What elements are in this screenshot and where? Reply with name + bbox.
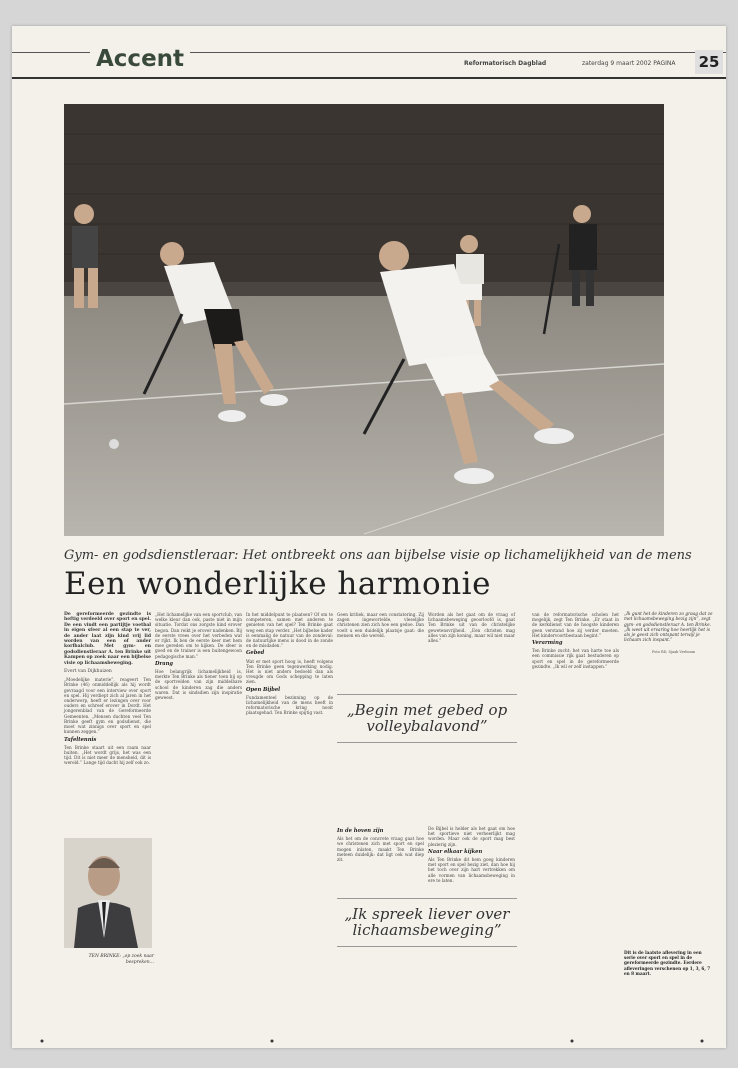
article-byline: Evert van Dijkhuizen [64, 669, 112, 675]
article-kicker: Gym- en godsdienstleraar: Het ontbreekt ons aan bijbelse visie op lichamelijkheid van de mens [64, 548, 692, 563]
column-5-text-b: De Bijbel is helder als het gaat om hoe het sportieve niet verheerlijkt mag worden. Maar ook de sport mag best plezierig zijn. [428, 826, 515, 847]
column-2 [155, 612, 242, 703]
column-3-text-c: Fundamenteel bezinning op de lichamelijkheid van de mens heeft in reformatorische kring nooit plaatsgehad. Ten Brinke spijtig vast. [246, 694, 333, 716]
portrait-illustration [64, 838, 152, 948]
column-6 [532, 612, 619, 672]
column-4-lower [337, 826, 424, 865]
column-3-text: In het middelpunt te plaatsen? Of om te competeren, samen met anderen te genieten van het spel? Ten Brinke gaat weg een stap verder. „Het bijbelse kader is eenmalig de natuur van de zondeval: de natuurlijke mens is dood in de zonde en de misdaden.” [246, 612, 333, 649]
main-photo [64, 104, 664, 536]
caption-name: TEN BRINKE: [88, 954, 121, 959]
article-lead: De gereformeerde gezindte is heftig verdeeld over sport en spel. De een vindt een partijtje voetbal in eigen sfeer al een stap te ver, de ander laat zijn kind vrij lid worden van een of ander korfbalclub. Met gym- en godsdienstleraar A. ten Brinke uit Kampen op zoek naar een bijbelse visie op lichaamsbeweging. [64, 612, 151, 666]
column-4-text: Geen kritiek, maar een constatering. Zij zagen ingewortelde, vleselijke christenen zien zich hoe een gedoe. Dan voelt u een duidelijk plaatsje gaat: die mensen en die wereld. [337, 612, 424, 638]
column-2-text-b: Hoe belangrijk lichamelijkheid is, merkte Ten Brinke als tiener toen hij op de sportvelden van zijn middelbare school de kinderen zag die anders waren. Dat is sindsdien zijn inspiratie geweest. [155, 669, 242, 701]
series-note: Dit is de laatste aflevering in een serie over sport en spel in de gereformeerde gezindte. Eerdere afleveringen verschenen op 1, 3, 6, 7 en 8 maart. [624, 950, 711, 976]
subheading-gebed: Gebed [246, 650, 265, 657]
portrait-caption [84, 954, 154, 965]
page-number: 25 [695, 50, 723, 74]
pullquote-volleybal: „Begin met gebed op volleybalavond” [346, 701, 508, 735]
column-4 [337, 612, 424, 641]
column-2-text: „Het lichamelijke van een sportclub, van welke kleur dan ook, paste niet in mijn situatie. Tordat ons zorgste kind erover begon. Dan reikt je erover nadenken. Bij de eerste vrees over het verbeden wat er rijkt. Ik ben de eerste keer met hem mee gereden om te kijken. De sfeer is goed en de trainer is een buitengewoon pedagogische man.” [155, 612, 242, 659]
page-header [12, 32, 726, 78]
portrait-photo [64, 838, 152, 948]
pullquote-lichaamsbeweging: „Ik spreek liever over lichaamsbeweging” [344, 905, 510, 939]
column-3 [246, 612, 333, 719]
pullquote-rule-bottom [337, 742, 517, 743]
subheading-naar-elkaar-kijken: Naar elkaar kijken [428, 848, 483, 855]
header-rule-bottom [12, 77, 726, 79]
pullquote-2-rule-bottom [337, 946, 517, 947]
print-marks [12, 1036, 726, 1046]
photo-credit: Foto RD, Sjaak Verboom [652, 650, 696, 654]
column-1-text-b: Ten Brinke staart uit een raam naar buiten. „Het wordt grijs, het was een tijd. Dit is niet meer de mensheid, dit is wereld.” Lange tijd dacht hij zelf ook zo. [64, 744, 151, 766]
photo-quote: „Ik gunt het de kinderen zo graag dat ze met lichaamsbeweging bezig zijn”, zegt gym- en godsdienstleraar A. ten Brinke. „Ik weet uit ervaring hoe heerlijk het is als je geest zich ontspant terwijl je lichaam zich inspant.” [624, 612, 713, 644]
subheading-in-de-hoven: In de hoven zijn [337, 828, 384, 834]
column-5-lower [428, 826, 515, 886]
column-4-text-b: Als het om de concrete vraag gaat hoe we christenen zich met sport en spel mogen inlaten, maakt Ten Brinke meteen duidelijk: dat ligt ook wat diep zit. [337, 836, 424, 863]
column-1-text: „Moedelijke materie”, reageert Ten Brinke (46) onmiddellijk als hij wordt gevraagd voor een interview over sport en spel. Hij verdiept zich al jaren in het onderwerp, heeft er lezingen over voor ouders en schreef erover in Dordt. Het jongerenblad van de Gereformeerde Gemeenten. „Mensen duchten veel Ten Brinke geeft gym en godsdienst, die moet wat zinnigs over sport en spel kunnen zeggen.” [64, 677, 151, 735]
column-1 [64, 612, 151, 769]
caption-text: „op zoek naar bespreken... [122, 954, 154, 965]
column-6-text-b: Ten Brinke zucht: het van harte toe als een commissie rijk gaat bestuderen op sport en spel in de gereformeerde gezindte. „Ik wil er zelf instappen.” [532, 648, 619, 669]
column-6-text: van de reformatorische scholen het mogelijk, zegt Ten Brinke. „Er staat in de kerkdienst van de hoogste kinderen geen verstand hoe zij verder moeten. Het kindervoortbestaan begint.” [532, 612, 619, 638]
column-5 [428, 612, 515, 646]
subheading-drang: Drang [155, 660, 173, 667]
subheading-tafeltennis: Tafeltennis [64, 736, 97, 743]
publication-name: Reformatorisch Dagblad [464, 60, 547, 67]
pullquote-2-rule-top [337, 898, 517, 899]
column-5-text: Worden als het gaat om de vraag of lichaamsbeweging geoorloofd is, gaat Ten Brinke uit van de christelijke gewetensvrijheid. „Een christen mag alles van zijn koning, maar wil niet maar alles.” [428, 612, 515, 644]
section-title: Accent [90, 46, 190, 72]
subheading-verarming: Verarming [532, 640, 563, 647]
column-5-text-c: Als Ten Brinke dit hem goeg kinderen met sport en spel bezig ziet, dan hoe hij het toch over zijn hart vertrekken om alle vormen van lichaamsbeweging in ere te laten. [428, 857, 515, 883]
newspaper-page [12, 26, 726, 1048]
floorball-scene [64, 104, 664, 536]
column-3-text-b: Wat er met sport hoog is, heeft volgens Ten Brinke geen tegenwerking nodig. Het is niet anders bedoeld dan als vreugde om Gods schepping te laten zien. [246, 658, 333, 685]
subheading-open-bijbel: Open Bijbel [246, 686, 281, 693]
pullquote-rule-top [337, 694, 517, 695]
article-headline: Een wonderlijke harmonie [64, 566, 491, 602]
publication-date: zaterdag 9 maart 2002 PAGINA [582, 60, 676, 67]
